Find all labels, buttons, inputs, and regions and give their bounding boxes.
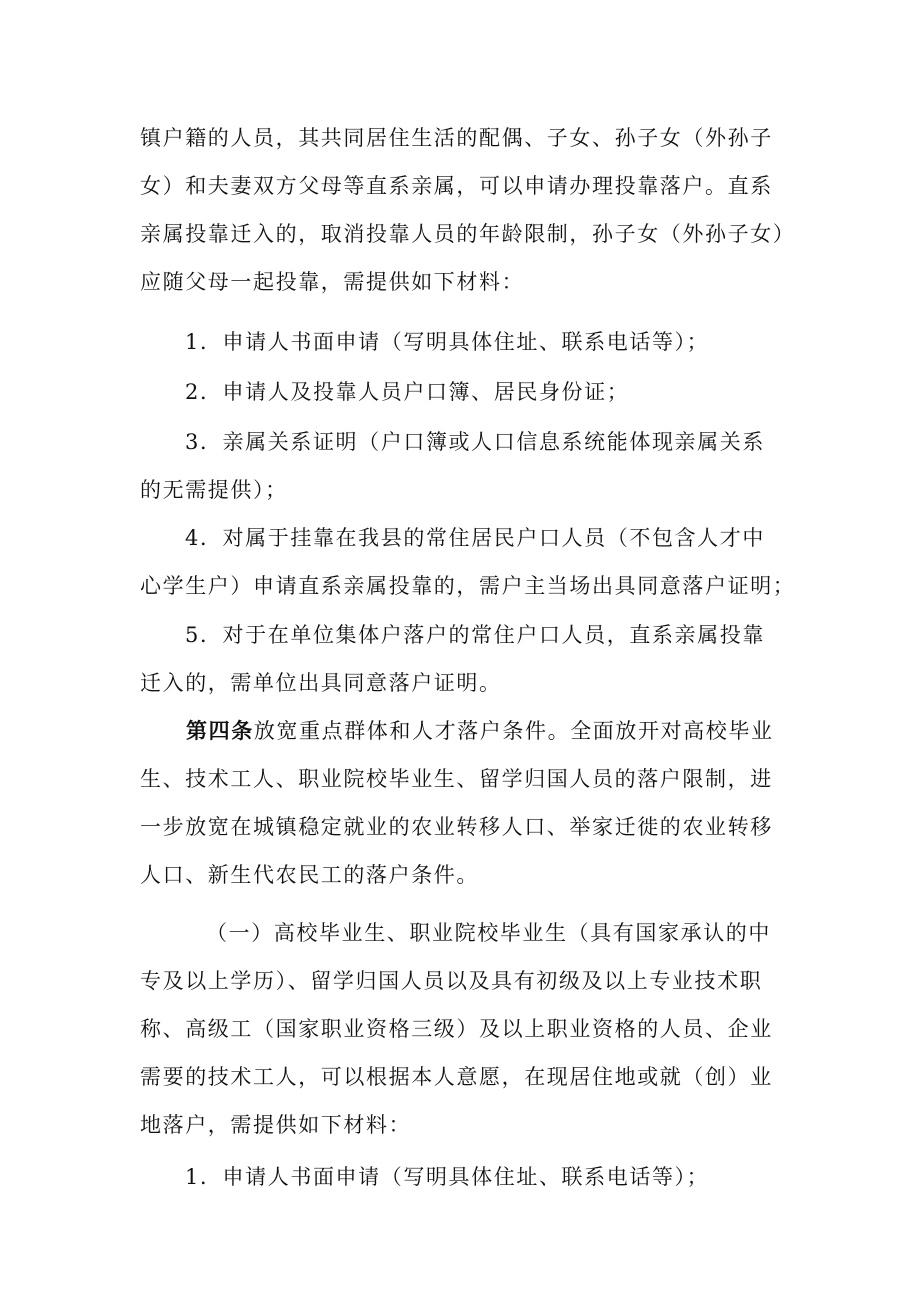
paragraph-line: 人口、新生代农民工的落户条件。 xyxy=(140,863,479,887)
article-line xyxy=(186,716,786,746)
list-item: 4．对属于挂靠在我县的常住居民户口人员（不包含人才中 xyxy=(185,526,765,550)
paragraph-line: 女）和夫妻双方父母等直系亲属，可以申请办理投靠落户。直系 xyxy=(140,174,773,198)
paragraph-line: 专及以上学历）、留学归国人员以及具有初级及以上专业技术职 xyxy=(140,969,763,993)
paragraph-line: 镇户籍的人员，其共同居住生活的配偶、子女、孙子女（外孙子 xyxy=(140,126,773,150)
paragraph-line: 地落户，需提供如下材料： xyxy=(140,1113,412,1137)
paragraph-line: 亲属投靠迁入的，取消投靠人员的年龄限制，孙子女（外孙子女） xyxy=(140,222,796,246)
list-item: 5．对于在单位集体户落户的常住户口人员，直系亲属投靠 xyxy=(185,623,765,647)
paragraph-line: 一步放宽在城镇稳定就业的农业转移人口、举家迁徙的农业转移 xyxy=(140,815,773,839)
paragraph-line: 生、技术工人、职业院校毕业生、留学归国人员的落户限制，进 xyxy=(140,767,773,791)
list-item: 1．申请人书面申请（写明具体住址、联系电话等）； xyxy=(185,1165,710,1189)
article-text: 放宽重点群体和人才落户条件。全面放开对高校毕业 xyxy=(253,719,774,743)
paragraph-line: 需要的技术工人，可以根据本人意愿，在现居住地或就（创）业 xyxy=(140,1065,773,1089)
list-item: 1．申请人书面申请（写明具体住址、联系电话等）； xyxy=(185,330,710,354)
list-item-continuation: 心学生户）申请直系亲属投靠的，需户主当场出具同意落户证明； xyxy=(140,574,796,598)
article-heading: 第四条 xyxy=(186,718,254,743)
paragraph-line: 称、高级工（国家职业资格三级）及以上职业资格的人员、企业 xyxy=(140,1017,773,1041)
list-item-continuation: 的无需提供）； xyxy=(140,478,288,502)
subsection-line: （一）高校毕业生、职业院校毕业生（具有国家承认的中 xyxy=(206,921,771,945)
list-item: 3．亲属关系证明（户口簿或人口信息系统能体现亲属关系 xyxy=(185,430,765,454)
paragraph-line: 应随父母一起投靠，需提供如下材料： xyxy=(140,270,525,294)
list-item-continuation: 迁入的，需单位出具同意落户证明。 xyxy=(140,671,502,695)
list-item: 2．申请人及投靠人员户口簿、居民身份证； xyxy=(185,380,630,404)
